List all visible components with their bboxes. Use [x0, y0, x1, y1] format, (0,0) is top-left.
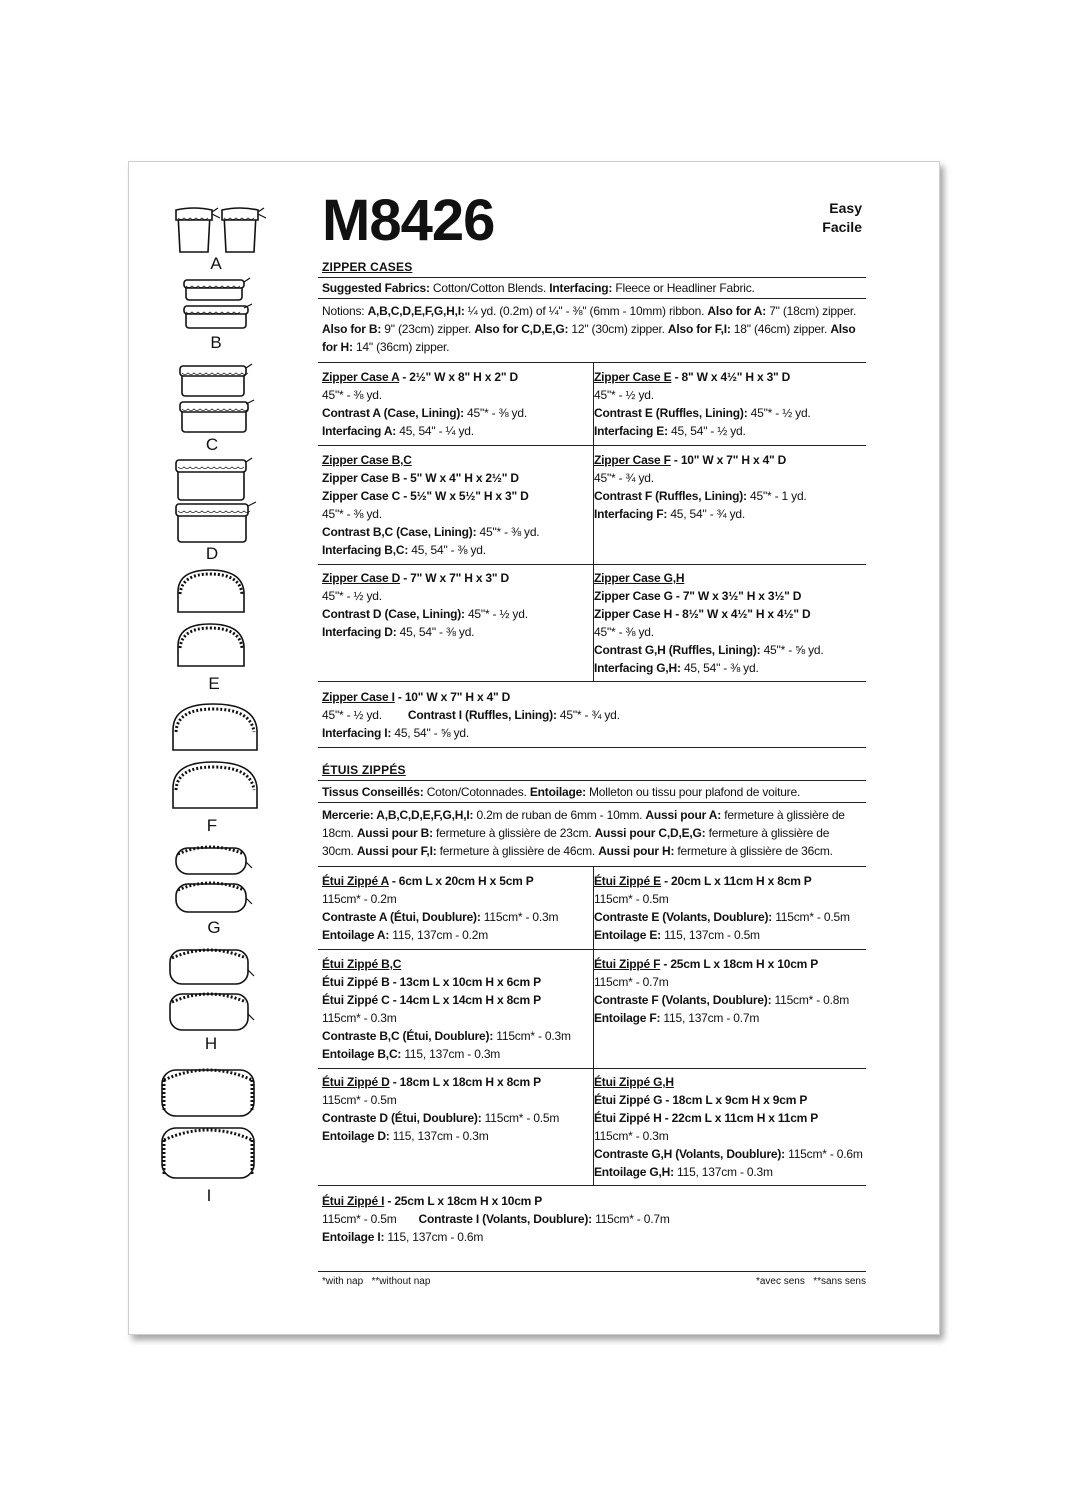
yardage-case-bc: Zipper Case B,C Zipper Case B - 5" W x 4" H x 2½" D Zipper Case C - 5½" W x 5½" H x 3" D 45"* - ⅜ yd. Contrast B,C (Case, Lining): 45"* - ⅜ yd. Interfacing B,C: 45, 54" - ⅜ yd.: [322, 453, 540, 557]
divider: [318, 298, 866, 299]
metric-etui-gh: Étui Zippé G,H Étui Zippé G - 18cm L x 9cm H x 9cm P Étui Zippé H - 22cm L x 11cm H x 11cm P 115cm* - 0.3m Contraste G,H (Volants, Doublure): 115cm* - 0.6m Entoilage G,H: 115, 137cm - 0.3m: [594, 1075, 863, 1179]
view-letter: E: [208, 674, 220, 693]
footnote-en: *with nap **without nap: [322, 1276, 431, 1287]
view-letter: B: [210, 333, 222, 352]
section-title-fr: ÉTUIS ZIPPÉS: [322, 763, 406, 777]
metric-etui-e: Étui Zippé E - 20cm L x 11cm H x 8cm P 115cm* - 0.5m Contraste E (Volants, Doublure): 115cm* - 0.5m Entoilage E: 115, 137cm - 0.5m: [594, 874, 850, 942]
yardage-case-gh: Zipper Case G,H Zipper Case G - 7" W x 3½" H x 3½" D Zipper Case H - 8½" W x 4½" H x 4½" D 45"* - ⅜ yd. Contrast G,H (Ruffles, Lining): 45"* - ⅝ yd. Interfacing G,H: 45, 54" - ⅜ yd.: [594, 571, 824, 675]
column-divider: [593, 867, 594, 1185]
case-h-illustration: [164, 942, 256, 1036]
view-letter: A: [210, 254, 222, 273]
suggested-fabrics-en: Suggested Fabrics: Cotton/Cotton Blends. Interfacing: Fleece or Headliner Fabric.: [322, 281, 755, 295]
difficulty-rating: [822, 199, 862, 237]
view-letter: I: [206, 1186, 212, 1205]
notions-en: Notions: A,B,C,D,E,F,G,H,I: ¼ yd. (0.2m) of ¼" - ⅜" (6mm - 10mm) ribbon. Also for A: 7" (18cm) zipper. Also for B: 9" (23cm) zipper. Also for C,D,E,G: 12" (30cm) zipper. Also for F,I: 18" (46cm) zipper. Also for H: 14" (36cm) zipper.: [322, 304, 857, 354]
footnote-fr: *avec sens **sans sens: [755, 1276, 866, 1287]
divider: [318, 681, 866, 682]
notions-fr: Mercerie: A,B,C,D,E,F,G,H,I: 0.2m de ruban de 6mm - 10mm. Aussi pour A: fermeture à glissière de 18cm. Aussi pour B: fermeture à glissière de 23cm. Aussi pour C,D,E,G: fermeture à glissière de 30cm. Aussi pour F,I: fermeture à glissière de 46cm. Aussi pour H: fermeture à glissière de 36cm.: [322, 808, 845, 858]
view-letter: C: [205, 435, 219, 454]
pattern-number: M8426: [322, 188, 495, 253]
divider: [318, 1068, 866, 1069]
case-i-illustration: [156, 1062, 262, 1186]
case-f-illustration: [165, 700, 265, 816]
divider: [318, 866, 866, 867]
difficulty-en: Easy: [829, 200, 862, 216]
metric-etui-i: Étui Zippé I - 25cm L x 18cm H x 10cm P 115cm* - 0.5m Contraste I (Volants, Doublure): 115cm* - 0.7m Entoilage I: 115, 137cm - 0.6m: [322, 1194, 670, 1244]
divider: [318, 780, 866, 781]
suggested-fabrics-fr: Tissus Conseillés: Coton/Cotonnades. Entoilage: Molleton ou tissu pour plafond de voiture.: [322, 785, 801, 799]
divider: [318, 445, 866, 446]
yardage-case-d: Zipper Case D - 7" W x 7" H x 3" D 45"* - ½ yd. Contrast D (Case, Lining): 45"* - ½ yd. Interfacing D: 45, 54" - ⅜ yd.: [322, 571, 528, 639]
metric-etui-d: Étui Zippé D - 18cm L x 18cm H x 8cm P 115cm* - 0.5m Contraste D (Étui, Doublure): 115cm* - 0.5m Entoilage D: 115, 137cm - 0.3m: [322, 1075, 560, 1143]
case-d-illustration: [172, 456, 260, 546]
section-title-en: ZIPPER CASES: [322, 260, 413, 274]
metric-etui-f: Étui Zippé F - 25cm L x 18cm H x 10cm P 115cm* - 0.7m Contraste F (Volants, Doublure): 115cm* - 0.8m Entoilage F: 115, 137cm - 0.7m: [594, 957, 850, 1025]
divider: [318, 802, 866, 803]
view-letter: G: [207, 918, 221, 937]
view-letter: F: [206, 816, 218, 835]
view-letter: H: [204, 1034, 218, 1053]
case-c-illustration: [176, 362, 256, 436]
divider: [318, 1271, 866, 1272]
difficulty-fr: Facile: [822, 219, 862, 235]
divider: [318, 949, 866, 950]
divider: [318, 747, 866, 748]
column-divider: [593, 363, 594, 681]
case-a-illustration: [168, 206, 268, 256]
divider: [318, 277, 866, 278]
yardage-case-f: Zipper Case F - 10" W x 7" H x 4" D 45"* - ¾ yd. Contrast F (Ruffles, Lining): 45"* - 1 yd. Interfacing F: 45, 54" - ¾ yd.: [594, 453, 807, 521]
yardage-case-i: Zipper Case I - 10" W x 7" H x 4" D 45"* - ½ yd. Contrast I (Ruffles, Lining): 45"* - ¾ yd. Interfacing I: 45, 54" - ⅝ yd.: [322, 690, 620, 740]
case-b-illustration: [180, 276, 254, 332]
case-g-illustration: [170, 838, 254, 918]
divider: [318, 1185, 866, 1186]
view-letter: D: [205, 544, 219, 563]
divider: [318, 564, 866, 565]
yardage-case-e: Zipper Case E - 8" W x 4½" H x 3" D 45"* - ½ yd. Contrast E (Ruffles, Lining): 45"* - ½ yd. Interfacing E: 45, 54" - ½ yd.: [594, 370, 811, 438]
metric-etui-bc: Étui Zippé B,C Étui Zippé B - 13cm L x 10cm H x 6cm P Étui Zippé C - 14cm L x 14cm H x 8cm P 115cm* - 0.3m Contraste B,C (Étui, Doublure): 115cm* - 0.3m Entoilage B,C: 115, 137cm - 0.3m: [322, 957, 571, 1061]
yardage-case-a: Zipper Case A - 2½" W x 8" H x 2" D 45"* - ⅜ yd. Contrast A (Case, Lining): 45"* - ⅜ yd. Interfacing A: 45, 54" - ¼ yd.: [322, 370, 527, 438]
divider: [318, 362, 866, 363]
metric-etui-a: Étui Zippé A - 6cm L x 20cm H x 5cm P 115cm* - 0.2m Contraste A (Étui, Doublure): 115cm* - 0.3m Entoilage A: 115, 137cm - 0.2m: [322, 874, 559, 942]
case-e-illustration: [170, 566, 254, 676]
